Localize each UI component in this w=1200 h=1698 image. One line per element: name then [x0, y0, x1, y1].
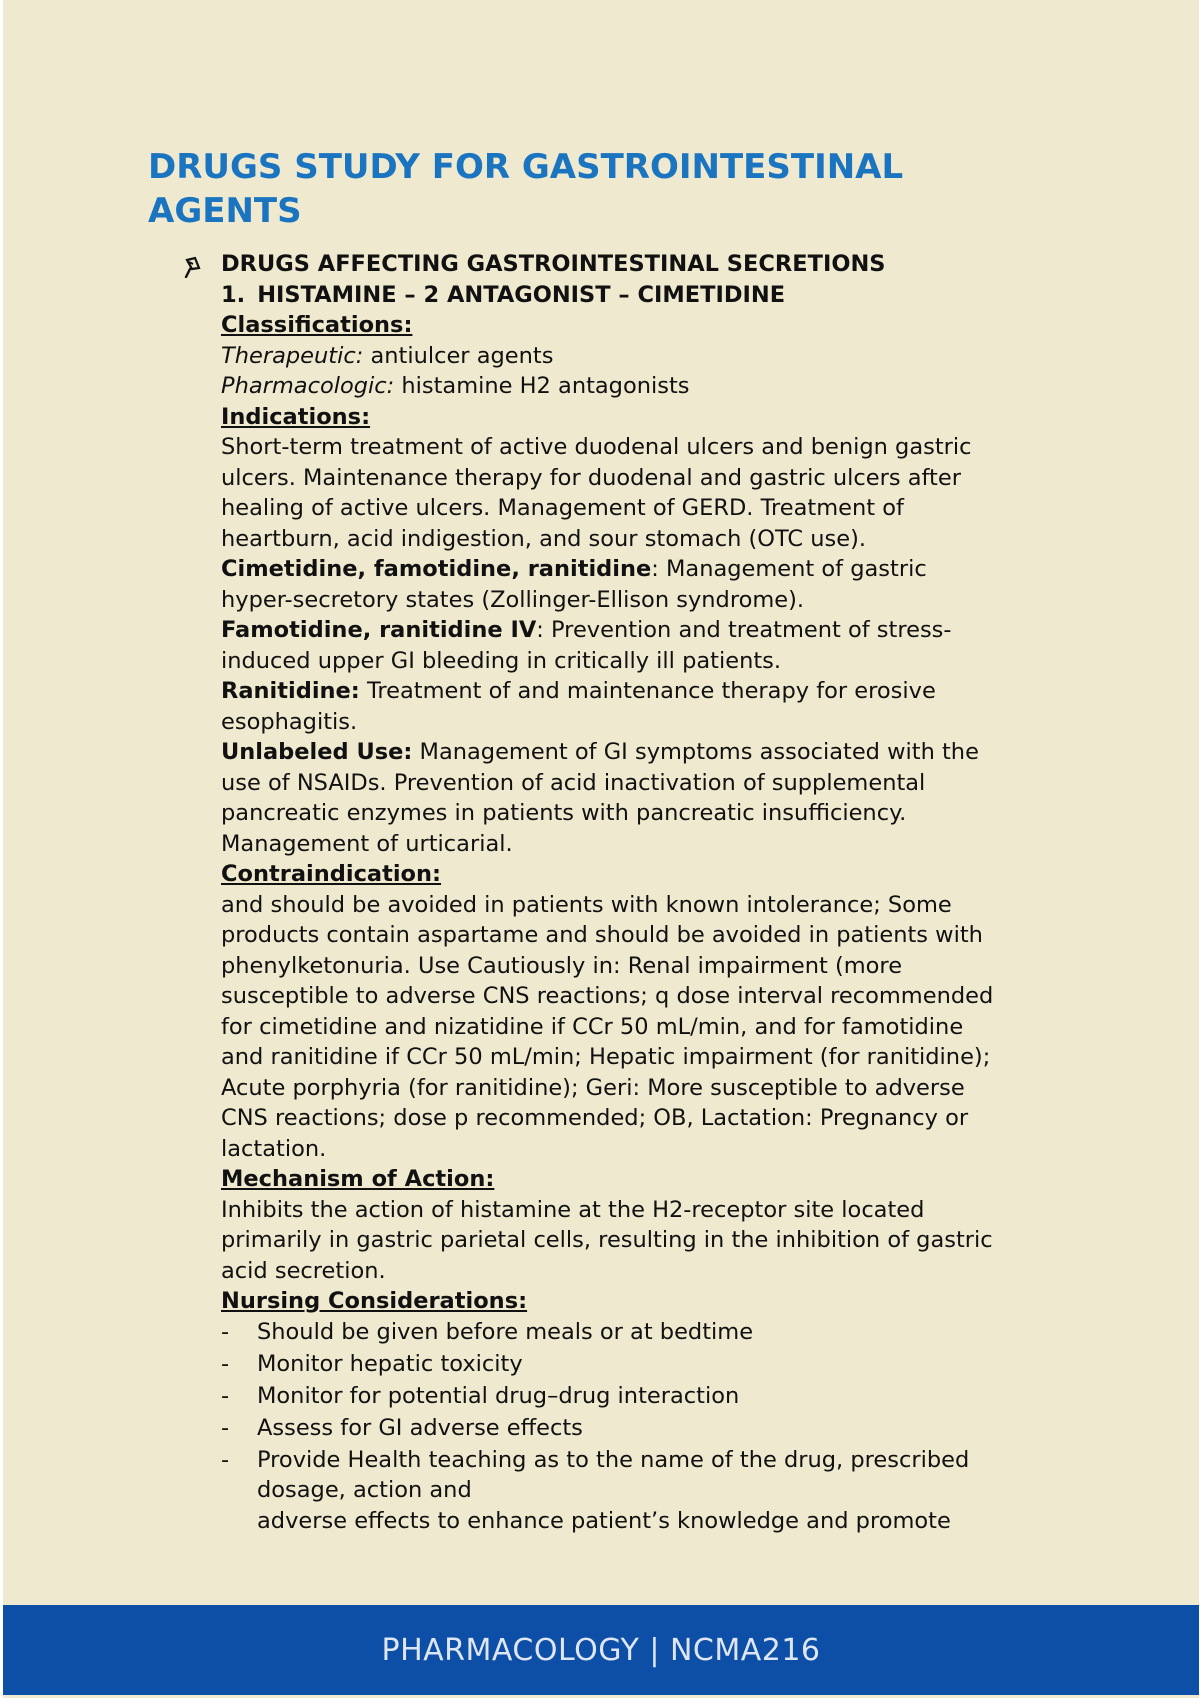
ranitidine-label: Ranitidine:	[221, 678, 360, 704]
cimetidine-indication	[221, 554, 1081, 585]
classifications-heading: Classifications:	[221, 312, 413, 338]
cimetidine-text: : Management of gastric	[651, 556, 927, 582]
list-item	[221, 1349, 1081, 1380]
unlabeled-text-line: use of NSAIDs. Prevention of acid inactivation of supplemental	[221, 769, 926, 796]
indications-heading: Indications:	[221, 403, 371, 430]
contraindication-text-line: phenylketonuria. Use Cautiously in: Renal impairment (more	[221, 952, 903, 979]
mechanism-text-line: primarily in gastric parietal cells, resulting in the inhibition of gastric	[221, 1227, 993, 1253]
famotidine-text: : Prevention and treatment of stress-	[536, 617, 952, 643]
ranitidine-indication	[221, 676, 1081, 707]
mechanism-heading: Mechanism of Action:	[221, 1166, 495, 1192]
therapeutic-value: antiulcer agents	[370, 342, 554, 369]
indications-text-line: healing of active ulcers. Management of GERD. Treatment of	[221, 495, 904, 521]
section-heading: DRUGS AFFECTING GASTROINTESTINAL SECRETIONS	[221, 251, 886, 277]
dash-bullet: -	[221, 1382, 230, 1409]
famotidine-indication	[221, 615, 1081, 646]
indications-text-line: ulcers. Maintenance therapy for duodenal and gastric ulcers after	[221, 464, 961, 491]
contraindication-text-line: susceptible to adverse CNS reactions; q dose interval recommended	[221, 983, 994, 1009]
indications-text-line: heartburn, acid indigestion, and sour stomach (OTC use).	[221, 525, 867, 552]
cimetidine-label: Cimetidine, famotidine, ranitidine	[221, 556, 652, 582]
contraindication-text-line: for cimetidine and nizatidine if CCr 50 mL/min, and for famotidine	[221, 1013, 964, 1040]
contraindication-text-line: lactation.	[221, 1135, 327, 1162]
dash-bullet: -	[221, 1318, 230, 1345]
mechanism-text-line: acid secretion.	[221, 1257, 386, 1284]
list-item-text: adverse effects to enhance patient’s knowledge and promote	[257, 1507, 951, 1534]
contraindication-text-line: CNS reactions; dose p recommended; OB, Lactation: Pregnancy or	[221, 1105, 969, 1131]
nursing-heading: Nursing Considerations:	[221, 1288, 528, 1314]
list-item	[221, 1445, 1081, 1537]
page-title: DRUGS STUDY FOR GASTROINTESTINAL AGENTS	[148, 147, 904, 231]
item-title: HISTAMINE – 2 ANTAGONIST – CIMETIDINE	[257, 281, 786, 308]
unlabeled-text-line: pancreatic enzymes in patients with pancreatic insufficiency.	[221, 800, 907, 826]
dash-bullet: -	[221, 1446, 230, 1473]
therapeutic-line	[221, 341, 1081, 372]
nursing-list	[221, 1317, 1081, 1537]
document-body	[221, 249, 1081, 1536]
list-item-text: Should be given before meals or at bedtime	[257, 1318, 754, 1345]
ranitidine-text-line: esophagitis.	[221, 708, 358, 735]
contraindication-text-line: Acute porphyria (for ranitidine); Geri: More susceptible to adverse	[221, 1074, 965, 1101]
therapeutic-label: Therapeutic:	[221, 342, 364, 369]
contraindication-text-line: and should be avoided in patients with known intolerance; Some	[221, 891, 952, 918]
pencil-checkbox-icon	[184, 256, 204, 276]
famotidine-label: Famotidine, ranitidine IV	[221, 617, 537, 643]
item-number: 1.	[221, 281, 246, 308]
ranitidine-text: Treatment of and maintenance therapy for erosive	[359, 678, 936, 704]
list-item	[221, 1413, 1081, 1444]
pharmacologic-label: Pharmacologic:	[221, 373, 395, 399]
list-item-text: dosage, action and	[257, 1477, 472, 1503]
footer-bar	[3, 1605, 1199, 1695]
cimetidine-text-line: hyper-secretory states (Zollinger-Ellison syndrome).	[221, 586, 805, 613]
pharmacologic-line	[221, 371, 1081, 402]
unlabeled-label: Unlabeled Use:	[221, 739, 413, 765]
list-item-text: Provide Health teaching as to the name of the drug, prescribed	[257, 1446, 970, 1473]
famotidine-text-line: induced upper GI bleeding in critically ill patients.	[221, 647, 782, 674]
mechanism-text-line: Inhibits the action of histamine at the H2-receptor site located	[221, 1196, 925, 1223]
drug-item-heading	[221, 280, 1081, 311]
indications-text-line: Short-term treatment of active duodenal ulcers and benign gastric	[221, 434, 972, 460]
contraindication-text-line: and ranitidine if CCr 50 mL/min; Hepatic impairment (for ranitidine);	[221, 1044, 991, 1070]
dash-bullet: -	[221, 1350, 230, 1377]
list-item	[221, 1317, 1081, 1348]
pharmacologic-value: histamine H2 antagonists	[401, 373, 690, 399]
document-page	[3, 0, 1199, 1698]
list-item	[221, 1381, 1081, 1412]
unlabeled-text-line: Management of urticarial.	[221, 830, 513, 857]
unlabeled-text: Management of GI symptoms associated with the	[412, 739, 979, 765]
footer-text: PHARMACOLOGY | NCMA216	[381, 1632, 821, 1668]
contraindication-heading: Contraindication:	[221, 861, 442, 887]
list-item-text: Monitor for potential drug–drug interaction	[257, 1382, 740, 1409]
dash-bullet: -	[221, 1414, 230, 1441]
unlabeled-use	[221, 737, 1081, 768]
list-item-text: Assess for GI adverse effects	[257, 1414, 583, 1441]
contraindication-text-line: products contain aspartame and should be avoided in patients with	[221, 922, 983, 948]
list-item-text: Monitor hepatic toxicity	[257, 1350, 523, 1377]
